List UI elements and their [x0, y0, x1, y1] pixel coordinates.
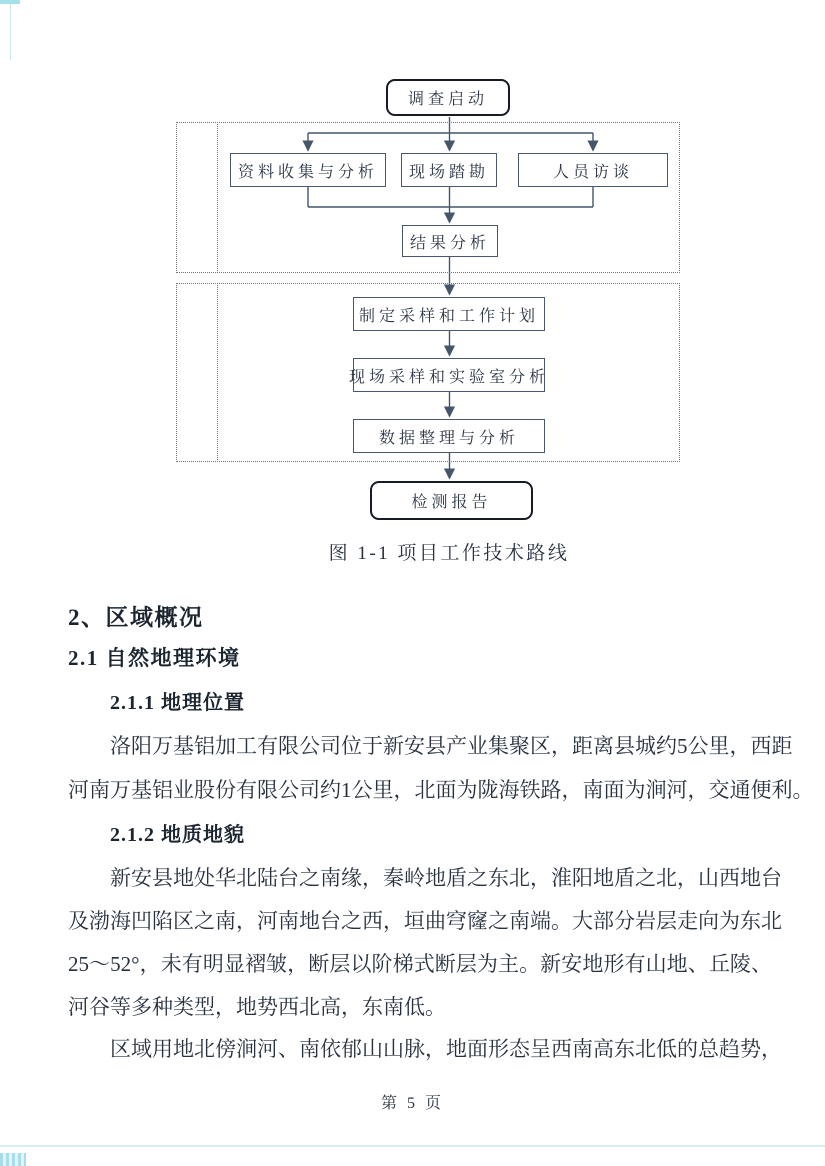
- paragraph-terrain: [68, 1028, 782, 1071]
- text-line: 新安县地处华北陆台之南缘，秦岭地盾之东北，淮阳地盾之北，山西地台: [110, 866, 782, 890]
- chapter-heading: 2、区域概况: [68, 605, 204, 630]
- flowchart-end-node: 检测报告: [370, 481, 533, 520]
- text-line: 及渤海凹陷区之南，河南地台之西，垣曲穹窿之南端。大部分岩层走向为东北: [68, 909, 782, 933]
- flowchart-node-data-collection: 资料收集与分析: [230, 153, 386, 187]
- subsection-heading-geology: 2.1.2 地质地貌: [110, 824, 245, 846]
- paragraph-geology: [68, 857, 782, 1029]
- flowchart-start-node: 调查启动: [386, 79, 510, 116]
- flowchart-node-site-survey: 现场踏勘: [401, 153, 497, 187]
- text-line: 河南万基铝业股份有限公司约1公里，北面为陇海铁路，南面为涧河，交通便利。: [68, 778, 814, 802]
- flowchart-node-result-analysis: 结果分析: [402, 225, 498, 257]
- page-number: 第 5 页: [380, 1095, 444, 1112]
- text-line: 区域用地北傍涧河、南依郁山山脉，地面形态呈西南高东北低的总趋势，: [110, 1037, 782, 1061]
- section-heading: 2.1 自然地理环境: [68, 646, 241, 670]
- text-line: 河谷等多种类型，地势西北高，东南低。: [68, 995, 446, 1019]
- scan-artifact-bottom-corner: [0, 1153, 26, 1166]
- paragraph-location: [68, 724, 814, 812]
- flowchart-node-interviews: 人员访谈: [518, 153, 668, 187]
- scan-artifact-bottom-line: [0, 1145, 825, 1147]
- subsection-heading-location: 2.1.1 地理位置: [110, 692, 245, 714]
- text-line: 洛阳万基铝加工有限公司位于新安县产业集聚区，距离县城约5公里，西距: [110, 734, 793, 758]
- text-line: 25～52°，未有明显褶皱，断层以阶梯式断层为主。新安地形有山地、丘陵、: [68, 952, 772, 976]
- scan-artifact-left-line: [10, 4, 11, 60]
- figure-caption: 图 1-1 项目工作技术路线: [328, 543, 570, 564]
- phase2-left-divider: [217, 283, 218, 462]
- flowchart-node-sampling-plan: 制定采样和工作计划: [353, 297, 545, 331]
- phase1-left-divider: [217, 122, 218, 273]
- flowchart-node-field-sampling: 现场采样和实验室分析: [353, 358, 545, 392]
- flowchart-node-data-processing: 数据整理与分析: [353, 419, 545, 453]
